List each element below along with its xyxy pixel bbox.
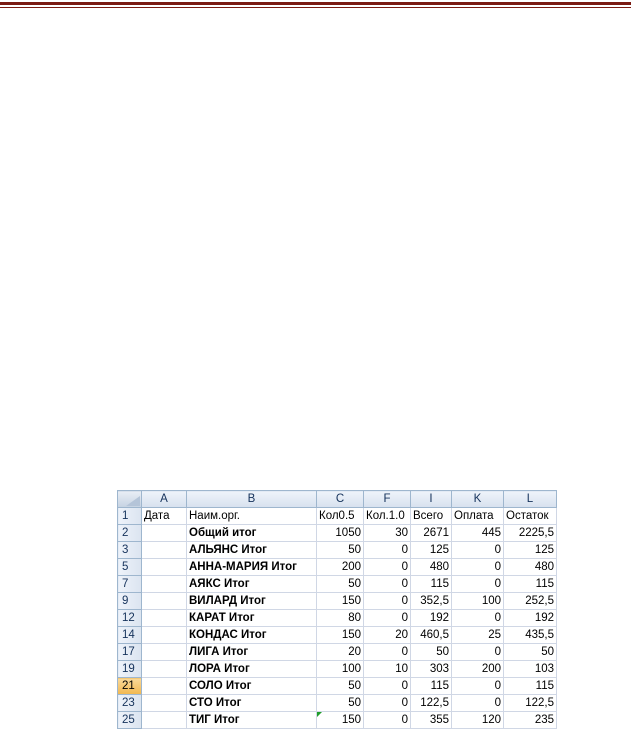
row-header[interactable]: 17	[118, 644, 142, 661]
comment-indicator-icon	[317, 712, 322, 717]
cell-total[interactable]: 115	[411, 678, 452, 695]
cell-total[interactable]: 125	[411, 542, 452, 559]
table-row	[118, 593, 557, 610]
cell-qty10[interactable]: 0	[364, 559, 411, 576]
cell-total[interactable]: 192	[411, 610, 452, 627]
cell-qty05[interactable]: 100	[317, 661, 364, 678]
cell-name[interactable]: КОНДАС Итог	[187, 627, 317, 644]
cell-name[interactable]: АЯКС Итог	[187, 576, 317, 593]
cell-total[interactable]: 480	[411, 559, 452, 576]
row-header[interactable]: 2	[118, 525, 142, 542]
column-header-f[interactable]: F	[364, 491, 411, 508]
cell-total-header[interactable]: Всего	[411, 508, 452, 525]
cell-balance[interactable]: 122,5	[504, 695, 557, 712]
table-row	[118, 695, 557, 712]
cell-qty10[interactable]: 0	[364, 712, 411, 729]
table-row	[118, 678, 557, 695]
cell-qty05[interactable]: 150	[317, 593, 364, 610]
row-header[interactable]: 23	[118, 695, 142, 712]
cell-qty10[interactable]: 10	[364, 661, 411, 678]
cell-payment[interactable]: 120	[452, 712, 504, 729]
cell-qty05-header[interactable]: Кол0.5	[317, 508, 364, 525]
cell-payment[interactable]: 0	[452, 576, 504, 593]
column-header-b[interactable]: B	[187, 491, 317, 508]
cell-payment[interactable]: 0	[452, 559, 504, 576]
cell-name[interactable]: ЛОРА Итог	[187, 661, 317, 678]
row-header[interactable]: 3	[118, 542, 142, 559]
cell-name[interactable]: ЛИГА Итог	[187, 644, 317, 661]
cell-date[interactable]	[142, 525, 187, 542]
cell-qty10[interactable]: 0	[364, 576, 411, 593]
cell-qty10[interactable]: 0	[364, 542, 411, 559]
row-header[interactable]: 5	[118, 559, 142, 576]
cell-balance[interactable]: 50	[504, 644, 557, 661]
cell-qty05[interactable]: 50	[317, 542, 364, 559]
table-header-row	[118, 508, 557, 525]
cell-name[interactable]: КАРАТ Итог	[187, 610, 317, 627]
cell-payment[interactable]: 0	[452, 542, 504, 559]
cell-qty05[interactable]: 50	[317, 695, 364, 712]
cell-name[interactable]: ВИЛАРД Итог	[187, 593, 317, 610]
cell-qty05-value: 150	[341, 714, 361, 726]
cell-date[interactable]	[142, 661, 187, 678]
cell-date[interactable]	[142, 678, 187, 695]
page-header-rule-thick	[0, 2, 631, 5]
cell-payment[interactable]: 445	[452, 525, 504, 542]
row-header[interactable]: 12	[118, 610, 142, 627]
cell-qty05[interactable]: 20	[317, 644, 364, 661]
table-row	[118, 525, 557, 542]
cell-date-header[interactable]: Дата	[142, 508, 187, 525]
cell-total[interactable]: 50	[411, 644, 452, 661]
cell-date[interactable]	[142, 593, 187, 610]
cell-qty10[interactable]: 0	[364, 644, 411, 661]
cell-qty05[interactable]: 80	[317, 610, 364, 627]
column-header-l[interactable]: L	[504, 491, 557, 508]
table-row	[118, 542, 557, 559]
cell-total[interactable]: 352,5	[411, 593, 452, 610]
row-header[interactable]: 14	[118, 627, 142, 644]
cell-payment[interactable]: 100	[452, 593, 504, 610]
cell-balance[interactable]: 2225,5	[504, 525, 557, 542]
cell-total[interactable]: 115	[411, 576, 452, 593]
table-row	[118, 559, 557, 576]
cell-name[interactable]: СТО Итог	[187, 695, 317, 712]
cell-date[interactable]	[142, 610, 187, 627]
spreadsheet-table	[117, 490, 557, 729]
cell-balance[interactable]: 192	[504, 610, 557, 627]
cell-qty10[interactable]: 20	[364, 627, 411, 644]
cell-total[interactable]: 303	[411, 661, 452, 678]
page-header-rule-thin	[0, 7, 631, 8]
column-header-row	[118, 491, 557, 508]
cell-payment[interactable]: 0	[452, 644, 504, 661]
cell-date[interactable]	[142, 644, 187, 661]
cell-name[interactable]: СОЛО Итог	[187, 678, 317, 695]
cell-qty10-header[interactable]: Кол.1.0	[364, 508, 411, 525]
cell-qty05[interactable]	[317, 712, 364, 729]
table-row	[118, 661, 557, 678]
cell-payment-header[interactable]: Оплата	[452, 508, 504, 525]
cell-qty05[interactable]: 1050	[317, 525, 364, 542]
row-header-active[interactable]: 21	[118, 678, 142, 695]
cell-total[interactable]: 2671	[411, 525, 452, 542]
column-header-i[interactable]: I	[411, 491, 452, 508]
cell-date[interactable]	[142, 712, 187, 729]
select-all-icon	[126, 496, 140, 506]
column-header-c[interactable]: C	[317, 491, 364, 508]
cell-payment[interactable]: 0	[452, 695, 504, 712]
table-row	[118, 712, 557, 729]
cell-date[interactable]	[142, 576, 187, 593]
cell-balance[interactable]: 115	[504, 678, 557, 695]
cell-total[interactable]: 460,5	[411, 627, 452, 644]
cell-balance[interactable]: 115	[504, 576, 557, 593]
cell-name[interactable]: ТИГ Итог	[187, 712, 317, 729]
cell-qty05[interactable]: 200	[317, 559, 364, 576]
cell-balance[interactable]: 103	[504, 661, 557, 678]
row-header[interactable]: 7	[118, 576, 142, 593]
row-header[interactable]: 1	[118, 508, 142, 525]
cell-total[interactable]: 355	[411, 712, 452, 729]
cell-qty10[interactable]: 0	[364, 678, 411, 695]
cell-date[interactable]	[142, 695, 187, 712]
table-row	[118, 576, 557, 593]
cell-balance[interactable]: 235	[504, 712, 557, 729]
cell-qty10[interactable]: 0	[364, 610, 411, 627]
table-row	[118, 610, 557, 627]
table-row	[118, 627, 557, 644]
cell-qty05[interactable]: 150	[317, 627, 364, 644]
cell-date[interactable]	[142, 627, 187, 644]
cell-balance[interactable]: 252,5	[504, 593, 557, 610]
row-header[interactable]: 25	[118, 712, 142, 729]
cell-date[interactable]	[142, 559, 187, 576]
cell-qty05[interactable]: 50	[317, 678, 364, 695]
cell-payment[interactable]: 0	[452, 610, 504, 627]
column-header-k[interactable]: K	[452, 491, 504, 508]
select-all-corner[interactable]	[118, 491, 142, 508]
cell-date[interactable]	[142, 542, 187, 559]
row-header[interactable]: 19	[118, 661, 142, 678]
row-header[interactable]: 9	[118, 593, 142, 610]
cell-balance[interactable]: 480	[504, 559, 557, 576]
table-row	[118, 644, 557, 661]
cell-name[interactable]: АННА-МАРИЯ Итог	[187, 559, 317, 576]
cell-name[interactable]: АЛЬЯНС Итог	[187, 542, 317, 559]
cell-balance[interactable]: 125	[504, 542, 557, 559]
cell-total[interactable]: 122,5	[411, 695, 452, 712]
cell-qty10[interactable]: 0	[364, 695, 411, 712]
column-header-a[interactable]: A	[142, 491, 187, 508]
cell-qty05[interactable]: 50	[317, 576, 364, 593]
cell-payment[interactable]: 0	[452, 678, 504, 695]
cell-balance[interactable]: 435,5	[504, 627, 557, 644]
cell-payment[interactable]: 25	[452, 627, 504, 644]
cell-name[interactable]: Общий итог	[187, 525, 317, 542]
cell-qty10[interactable]: 0	[364, 593, 411, 610]
cell-name-header[interactable]: Наим.орг.	[187, 508, 317, 525]
cell-qty10[interactable]: 30	[364, 525, 411, 542]
cell-balance-header[interactable]: Остаток	[504, 508, 557, 525]
cell-payment[interactable]: 200	[452, 661, 504, 678]
